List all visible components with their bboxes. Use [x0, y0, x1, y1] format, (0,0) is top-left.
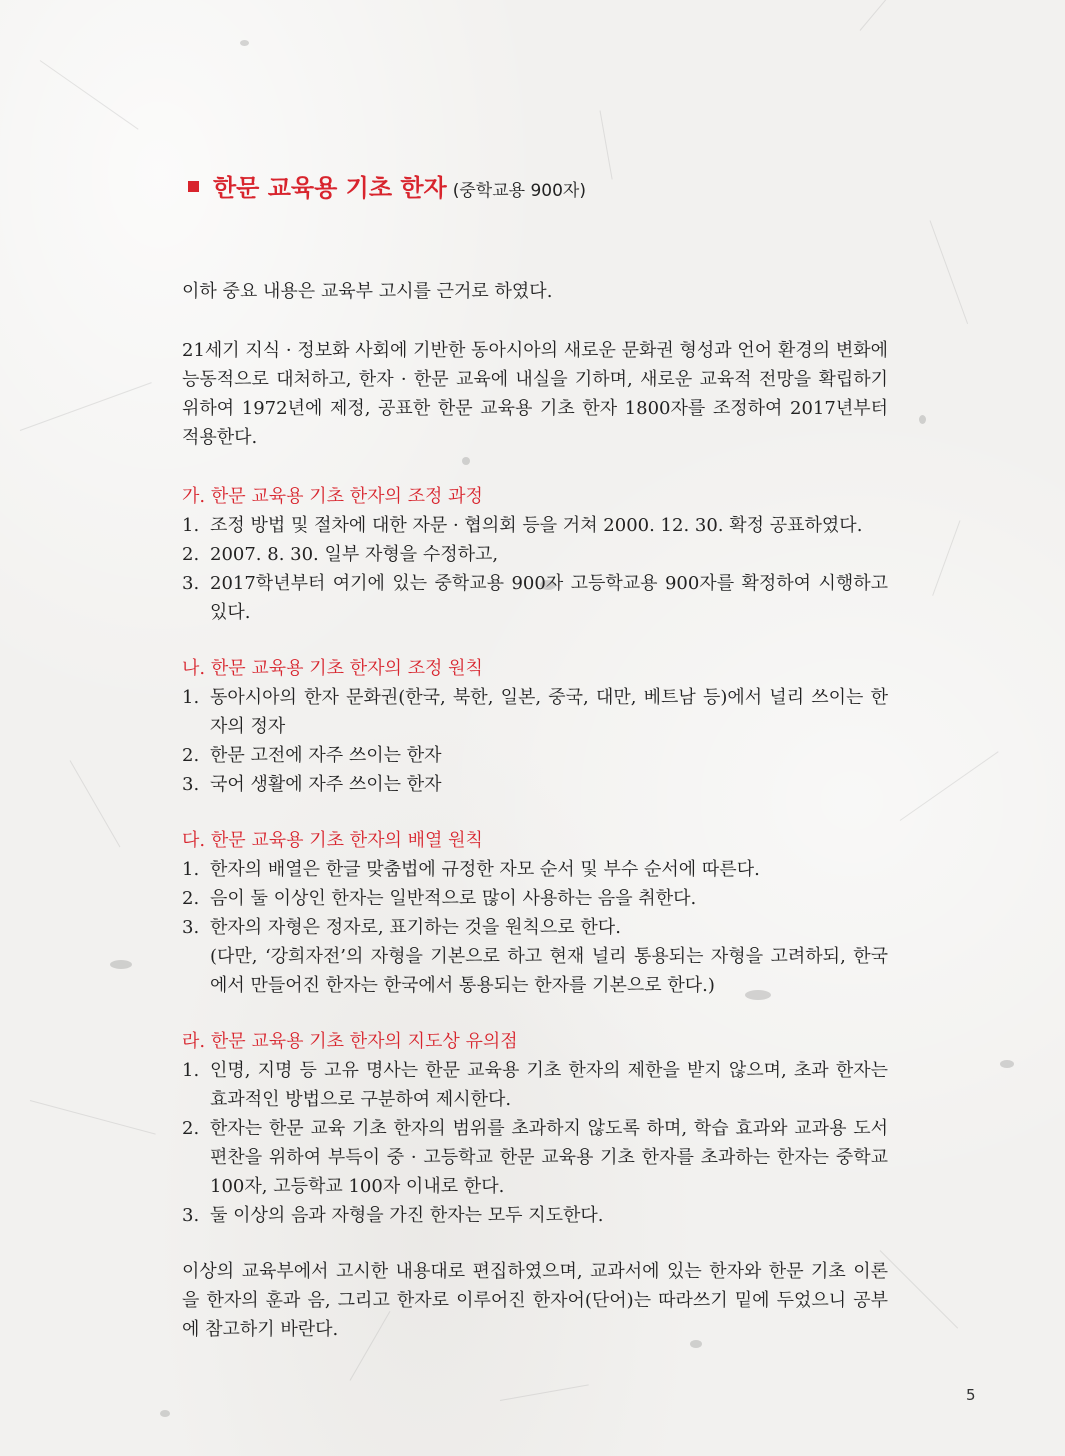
list-item: [182, 540, 888, 569]
section-title: 가. 한문 교육용 기초 한자의 조정 과정: [182, 486, 483, 507]
item-number: 3.: [182, 917, 200, 938]
closing-paragraph: 이상의 교육부에서 고시한 내용대로 편집하였으며, 교과서에 있는 한자와 한문 기초 이론을 한자의 훈과 음, 그리고 한자로 이루어진 한자어(단어)는 따라쓰기 밑에 두었으니 공부에 참고하기 바란다.: [182, 1261, 888, 1340]
list-item: [182, 1201, 888, 1230]
section-ra: [182, 1027, 888, 1230]
item-text: 조정 방법 및 절차에 대한 자문 · 협의회 등을 거쳐 2000. 12. 30. 확정 공표하였다.: [210, 515, 863, 536]
section-title: 라. 한문 교육용 기초 한자의 지도상 유의점: [182, 1031, 518, 1052]
list-item: [182, 1056, 888, 1114]
section-note: (다만, ‘강희자전’의 자형을 기본으로 하고 현재 널리 통용되는 자형을 고려하되, 한국에서 만들어진 한자는 한국에서 통용되는 한자를 기본으로 한다.): [210, 946, 888, 996]
list-item: [182, 884, 888, 913]
item-number: 2.: [182, 888, 200, 909]
item-number: 1.: [182, 1060, 200, 1081]
intro-paragraph: 21세기 지식 · 정보화 사회에 기반한 동아시아의 새로운 문화권 형성과 언어 환경의 변화에 능동적으로 대처하고, 한자 · 한문 교육에 내실을 기하며, 새로운 교육적 전망을 확립하기 위하여 1972년에 제정, 공표한 한문 교육용 기초 한자 1800자를 조정하여 2017년부터 적용한다.: [182, 340, 888, 448]
page-heading: [188, 168, 586, 203]
heading-title: 한문 교육용 기초 한자: [213, 174, 447, 202]
item-number: 3.: [182, 774, 200, 795]
section-na: [182, 654, 888, 799]
item-number: 2.: [182, 745, 200, 766]
square-bullet-icon: [188, 181, 199, 192]
item-text: 2017학년부터 여기에 있는 중학교용 900자 고등학교용 900자를 확정하여 시행하고 있다.: [210, 573, 888, 623]
item-text: 인명, 지명 등 고유 명사는 한문 교육용 기초 한자의 제한을 받지 않으며, 초과 한자는 효과적인 방법으로 구분하여 제시한다.: [210, 1060, 888, 1110]
item-number: 2.: [182, 544, 200, 565]
list-item: [182, 741, 888, 770]
intro-paragraph: 이하 중요 내용은 교육부 고시를 근거로 하였다.: [182, 281, 553, 302]
item-text: 동아시아의 한자 문화권(한국, 북한, 일본, 중국, 대만, 베트남 등)에서 널리 쓰이는 한자의 정자: [210, 687, 888, 737]
item-number: 1.: [182, 687, 200, 708]
item-text: 국어 생활에 자주 쓰이는 한자: [210, 774, 442, 795]
section-title: 나. 한문 교육용 기초 한자의 조정 원칙: [182, 658, 483, 679]
list-item: [182, 511, 888, 540]
item-text: 한자의 배열은 한글 맞춤법에 규정한 자모 순서 및 부수 순서에 따른다.: [210, 859, 760, 880]
list-item: [182, 1114, 888, 1201]
item-text: 한자는 한문 교육 기초 한자의 범위를 초과하지 않도록 하며, 학습 효과와 교과용 도서 편찬을 위하여 부득이 중 · 고등학교 한문 교육용 기초 한자를 초과하는 한자는 중학교 100자, 고등학교 100자 이내로 한다.: [210, 1118, 888, 1197]
item-number: 2.: [182, 1118, 200, 1139]
heading-subtitle: (중학교용 900자): [452, 181, 586, 201]
item-text: 2007. 8. 30. 일부 자형을 수정하고,: [210, 544, 499, 565]
item-text: 둘 이상의 음과 자형을 가진 한자는 모두 지도한다.: [210, 1205, 604, 1226]
list-item: [182, 770, 888, 799]
section-title: 다. 한문 교육용 기초 한자의 배열 원칙: [182, 830, 483, 851]
item-number: 3.: [182, 1205, 200, 1226]
list-item: [182, 569, 888, 627]
item-text: 한문 고전에 자주 쓰이는 한자: [210, 745, 442, 766]
document-body: [182, 277, 888, 1344]
list-item: [182, 683, 888, 741]
list-item: [182, 913, 888, 942]
list-item: [182, 855, 888, 884]
item-number: 1.: [182, 515, 200, 536]
page-number: 5: [966, 1386, 976, 1404]
item-number: 3.: [182, 573, 200, 594]
section-da: [182, 826, 888, 1000]
item-text: 한자의 자형은 정자로, 표기하는 것을 원칙으로 한다.: [210, 917, 621, 938]
section-ga: [182, 482, 888, 627]
item-number: 1.: [182, 859, 200, 880]
item-text: 음이 둘 이상인 한자는 일반적으로 많이 사용하는 음을 취한다.: [210, 888, 697, 909]
